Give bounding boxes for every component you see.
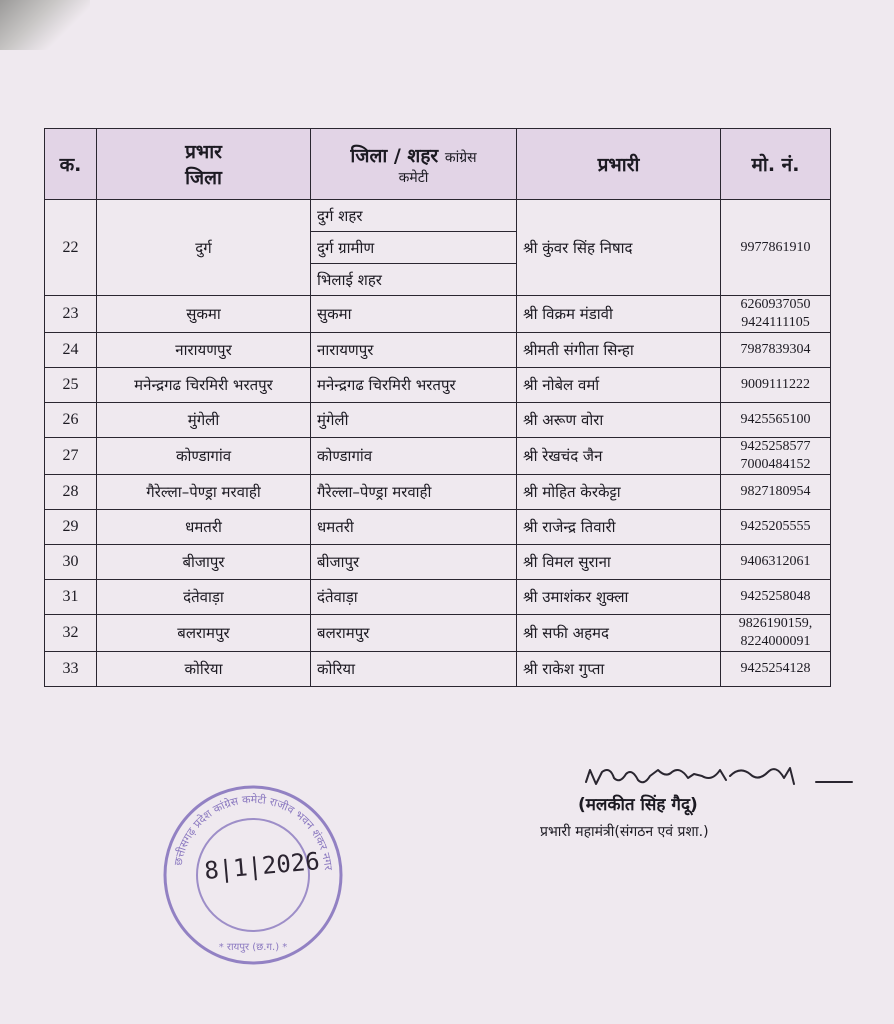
- committee-cell: बलरामपुर: [311, 615, 517, 652]
- signature-scribble: [580, 752, 860, 796]
- table-row: [45, 510, 831, 545]
- mobile-cell: [721, 580, 831, 615]
- incharge-cell: श्री विमल सुराना: [517, 545, 721, 580]
- mobile-cell: [721, 652, 831, 687]
- incharge-cell: श्री राजेन्द्र तिवारी: [517, 510, 721, 545]
- mobile-number: 9406312061: [740, 554, 811, 569]
- committee-cell: सुकमा: [311, 296, 517, 333]
- mobile-cell: [721, 333, 831, 368]
- mobile-cell: [721, 438, 831, 475]
- serial-cell: 31: [45, 580, 97, 615]
- mobile-cell: 9977861910: [721, 200, 831, 296]
- mobile-number: 9424111105: [741, 315, 810, 330]
- header-district-line1: प्रभार: [185, 141, 222, 163]
- table-row: [45, 368, 831, 403]
- serial-cell: 27: [45, 438, 97, 475]
- mobile-cell: [721, 475, 831, 510]
- serial-cell: 26: [45, 403, 97, 438]
- header-committee-line1: जिला / शहर: [350, 144, 439, 167]
- committee-cell: भिलाई शहर: [311, 264, 517, 296]
- serial-cell: 33: [45, 652, 97, 687]
- district-cell: दंतेवाड़ा: [97, 580, 311, 615]
- serial-cell: 25: [45, 368, 97, 403]
- table-header-row: [45, 129, 831, 200]
- mobile-cell: [721, 545, 831, 580]
- committee-cell: कोरिया: [311, 652, 517, 687]
- serial-cell: 30: [45, 545, 97, 580]
- district-cell: कोरिया: [97, 652, 311, 687]
- mobile-number: 9425565100: [740, 412, 811, 427]
- seal-bottom-text: * रायपुर (छ.ग.) *: [218, 942, 288, 953]
- serial-cell: 22: [45, 200, 97, 296]
- table-row: [45, 580, 831, 615]
- mobile-number: 7000484152: [740, 457, 811, 472]
- serial-cell: 24: [45, 333, 97, 368]
- committee-cell: दंतेवाड़ा: [311, 580, 517, 615]
- stamp-date: 8|1|2026: [203, 847, 321, 885]
- committee-cell: नारायणपुर: [311, 333, 517, 368]
- serial-cell: 29: [45, 510, 97, 545]
- district-cell: बलरामपुर: [97, 615, 311, 652]
- header-district-line2: जिला: [185, 167, 222, 189]
- incharge-cell: श्री कुंवर सिंह निषाद: [517, 200, 721, 296]
- incharge-cell: श्रीमती संगीता सिन्हा: [517, 333, 721, 368]
- district-cell: गैरेल्ला–पेण्ड्रा मरवाही: [97, 475, 311, 510]
- signatory-name: (मलकीत सिंह गैदू): [578, 795, 698, 815]
- mobile-number: 9425258577: [740, 439, 811, 454]
- committee-cell: दुर्ग शहर: [311, 200, 517, 232]
- table-row: [45, 652, 831, 687]
- mobile-number: 9425205555: [740, 519, 811, 534]
- committee-cell: मनेन्द्रगढ चिरमिरी भरतपुर: [311, 368, 517, 403]
- table-row: [45, 615, 831, 652]
- table-row: [45, 403, 831, 438]
- district-cell: नारायणपुर: [97, 333, 311, 368]
- table-row: [45, 333, 831, 368]
- table-row: [45, 545, 831, 580]
- incharge-cell: श्री मोहित केरकेट्टा: [517, 475, 721, 510]
- mobile-number: 9827180954: [740, 484, 811, 499]
- serial-cell: 32: [45, 615, 97, 652]
- committee-cell: बीजापुर: [311, 545, 517, 580]
- header-committee-line2: कमेटी: [398, 169, 429, 186]
- committee-cell: गैरेल्ला–पेण्ड्रा मरवाही: [311, 475, 517, 510]
- mobile-number: 9425254128: [740, 661, 811, 676]
- mobile-number: 9425258048: [740, 589, 811, 604]
- district-cell: कोण्डागांव: [97, 438, 311, 475]
- mobile-number: 9009111222: [741, 377, 810, 392]
- table-row: [45, 475, 831, 510]
- district-cell: बीजापुर: [97, 545, 311, 580]
- committee-cell: मुंगेली: [311, 403, 517, 438]
- incharge-cell: श्री सफी अहमद: [517, 615, 721, 652]
- seal-ring-text: छत्तीसगढ़ प्रदेश कांग्रेस कमेटी राजीव भवन शंकर नगर: [171, 792, 335, 871]
- mobile-cell: [721, 510, 831, 545]
- incharge-cell: श्री उमाशंकर शुक्ला: [517, 580, 721, 615]
- district-cell: मनेन्द्रगढ चिरमिरी भरतपुर: [97, 368, 311, 403]
- mobile-number: 9826190159,: [738, 616, 813, 631]
- table-row: [45, 200, 831, 232]
- district-cell: मुंगेली: [97, 403, 311, 438]
- mobile-cell: [721, 403, 831, 438]
- table-row: [45, 438, 831, 475]
- mobile-cell: [721, 296, 831, 333]
- mobile-cell: [721, 615, 831, 652]
- committee-cell: दुर्ग ग्रामीण: [311, 232, 517, 264]
- header-district: [97, 129, 311, 200]
- incharge-cell: श्री रेखचंद जैन: [517, 438, 721, 475]
- mobile-cell: [721, 368, 831, 403]
- header-mobile: मो. नं.: [721, 129, 831, 200]
- mobile-number: 8224000091: [740, 634, 811, 649]
- mobile-number: 7987839304: [740, 342, 811, 357]
- incharge-cell: श्री विक्रम मंडावी: [517, 296, 721, 333]
- district-cell: दुर्ग: [97, 200, 311, 296]
- header-committee-suffix: कांग्रेस: [444, 149, 477, 166]
- header-serial: क.: [45, 129, 97, 200]
- committee-cell: कोण्डागांव: [311, 438, 517, 475]
- header-committee: [311, 129, 517, 200]
- incharge-cell: श्री नोबेल वर्मा: [517, 368, 721, 403]
- district-cell: सुकमा: [97, 296, 311, 333]
- table-row: [45, 296, 831, 333]
- page-fold: [0, 0, 90, 50]
- serial-cell: 28: [45, 475, 97, 510]
- mobile-number: 6260937050: [740, 297, 811, 312]
- district-cell: धमतरी: [97, 510, 311, 545]
- incharge-cell: श्री अरूण वोरा: [517, 403, 721, 438]
- serial-cell: 23: [45, 296, 97, 333]
- header-incharge: प्रभारी: [517, 129, 721, 200]
- signatory-designation: प्रभारी महामंत्री(संगठन एवं प्रशा.): [540, 824, 709, 840]
- committee-cell: धमतरी: [311, 510, 517, 545]
- incharge-cell: श्री राकेश गुप्ता: [517, 652, 721, 687]
- incharge-table: [44, 128, 831, 687]
